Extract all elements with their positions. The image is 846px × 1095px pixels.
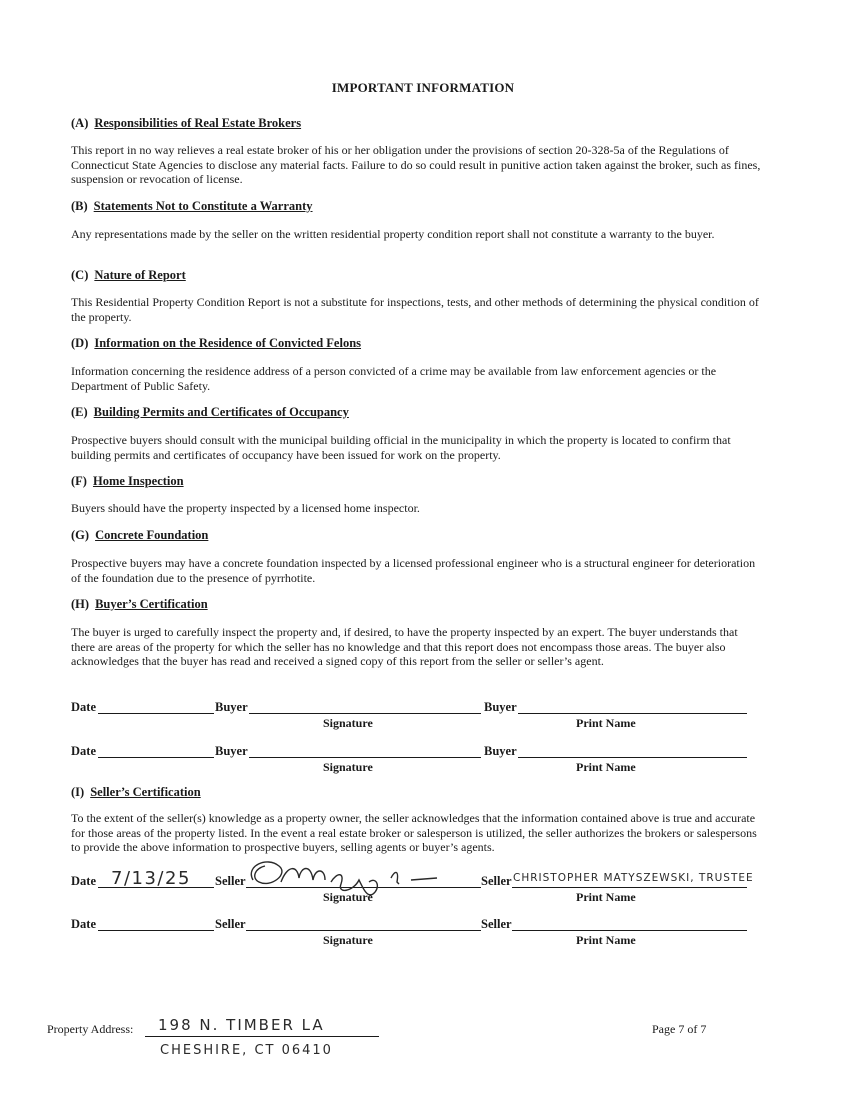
property-address-label: Property Address:: [47, 1022, 134, 1036]
signature-caption: Signature: [323, 890, 373, 904]
signature-caption: Signature: [323, 760, 373, 774]
print-name-caption: Print Name: [576, 760, 636, 774]
buyer-signature-field[interactable]: [249, 757, 481, 758]
section-g-text: Prospective buyers may have a concrete foundation inspected by a licensed professional engineer who is a structural engineer for deterioration of the foundation due to the presence of pyrrhotite.: [71, 556, 756, 585]
print-name-caption: Print Name: [576, 933, 636, 947]
print-name-caption: Print Name: [576, 890, 636, 904]
date-label: Date: [71, 700, 96, 714]
seller-signature-row-1: [71, 868, 791, 910]
seller-label: Seller: [215, 874, 246, 888]
handwritten-address-line-2: CHESHIRE, CT 06410: [160, 1043, 333, 1058]
seller-print-name-field[interactable]: [512, 930, 747, 931]
buyer-label: Buyer: [484, 744, 517, 758]
section-a-heading: (A) Responsibilities of Real Estate Brokers: [71, 116, 302, 130]
section-d-heading: (D) Information on the Residence of Convicted Felons: [71, 336, 362, 350]
date-label: Date: [71, 874, 96, 888]
section-h-text: The buyer is urged to carefully inspect the property and, if desired, to have the property inspected by an expert. The buyer understands that there are areas of the property for which the seller has no knowledge and that this report does not encompass those areas. The buyer also acknowledges that the buyer has read and received a signed copy of this report from the seller or seller’s agent.: [71, 625, 738, 668]
seller-label: Seller: [215, 917, 246, 931]
date-field[interactable]: [98, 713, 214, 714]
buyer-print-name-field[interactable]: [518, 713, 747, 714]
section-b-text: Any representations made by the seller on the written residential property condition report shall not constitute a warranty to the buyer.: [71, 227, 715, 241]
date-label: Date: [71, 744, 96, 758]
page-number: Page 7 of 7: [652, 1022, 707, 1036]
buyer-signature-field[interactable]: [249, 713, 481, 714]
seller-signature-field[interactable]: [246, 930, 481, 931]
buyer-signature-row-1: [71, 700, 791, 736]
buyer-label: Buyer: [215, 744, 248, 758]
seller-label: Seller: [481, 874, 512, 888]
section-c-text: This Residential Property Condition Report is not a substitute for inspections, tests, and other methods of determining the physical condition of the property.: [71, 295, 759, 324]
date-label: Date: [71, 917, 96, 931]
section-a-text: This report in no way relieves a real estate broker of his or her obligation under the provisions of section 20-328-5a of the Regulations of Connecticut State Agencies to disclose any material facts. Failure to do so could result in punitive action taken against the broker, such as fines, suspension or revocation of license.: [71, 143, 761, 186]
section-i-text: To the extent of the seller(s) knowledge as a property owner, the seller acknowledges that the information contained above is true and accurate for those areas of the property listed. In the event a real estate broker or salesperson is utilized, the seller authorizes the brokers or salespersons to provide the above information to prospective buyers, selling agents or buyer’s agents.: [71, 811, 757, 854]
section-c-heading: (C) Nature of Report: [71, 268, 186, 282]
buyer-print-name-field[interactable]: [518, 757, 747, 758]
section-i-heading: (I) Seller’s Certification: [71, 785, 201, 799]
signature-caption: Signature: [323, 716, 373, 730]
date-field[interactable]: [98, 757, 214, 758]
seller-print-name-field[interactable]: [512, 887, 747, 888]
buyer-label: Buyer: [215, 700, 248, 714]
handwritten-address-line-1: 198 N. TIMBER LA: [158, 1016, 325, 1034]
buyer-label: Buyer: [484, 700, 517, 714]
section-f-text: Buyers should have the property inspected by a licensed home inspector.: [71, 501, 420, 515]
section-e-text: Prospective buyers should consult with the municipal building official in the municipality in which the property is located to confirm that building permits and certificates of occupancy have been issued for work on the property.: [71, 433, 731, 462]
signature-caption: Signature: [323, 933, 373, 947]
section-g-heading: (G) Concrete Foundation: [71, 528, 209, 542]
seller-label: Seller: [481, 917, 512, 931]
buyer-signature-row-2: [71, 744, 791, 780]
property-address-field[interactable]: [145, 1036, 379, 1037]
section-f-heading: (F) Home Inspection: [71, 474, 184, 488]
date-field[interactable]: [98, 930, 214, 931]
print-name-caption: Print Name: [576, 716, 636, 730]
handwritten-date: 7/13/25: [111, 868, 191, 889]
page-title: IMPORTANT INFORMATION: [331, 80, 515, 95]
section-b-heading: (B) Statements Not to Constitute a Warranty: [71, 199, 313, 213]
section-e-heading: (E) Building Permits and Certificates of Occupancy: [71, 405, 349, 419]
handwritten-print-name: CHRISTOPHER MATYSZEWSKI, TRUSTEE: [513, 872, 754, 884]
section-d-text: Information concerning the residence address of a person convicted of a crime may be available from law enforcement agencies or the Department of Public Safety.: [71, 364, 717, 393]
seller-signature-row-2: [71, 917, 791, 953]
section-h-heading: (H) Buyer’s Certification: [71, 597, 208, 611]
